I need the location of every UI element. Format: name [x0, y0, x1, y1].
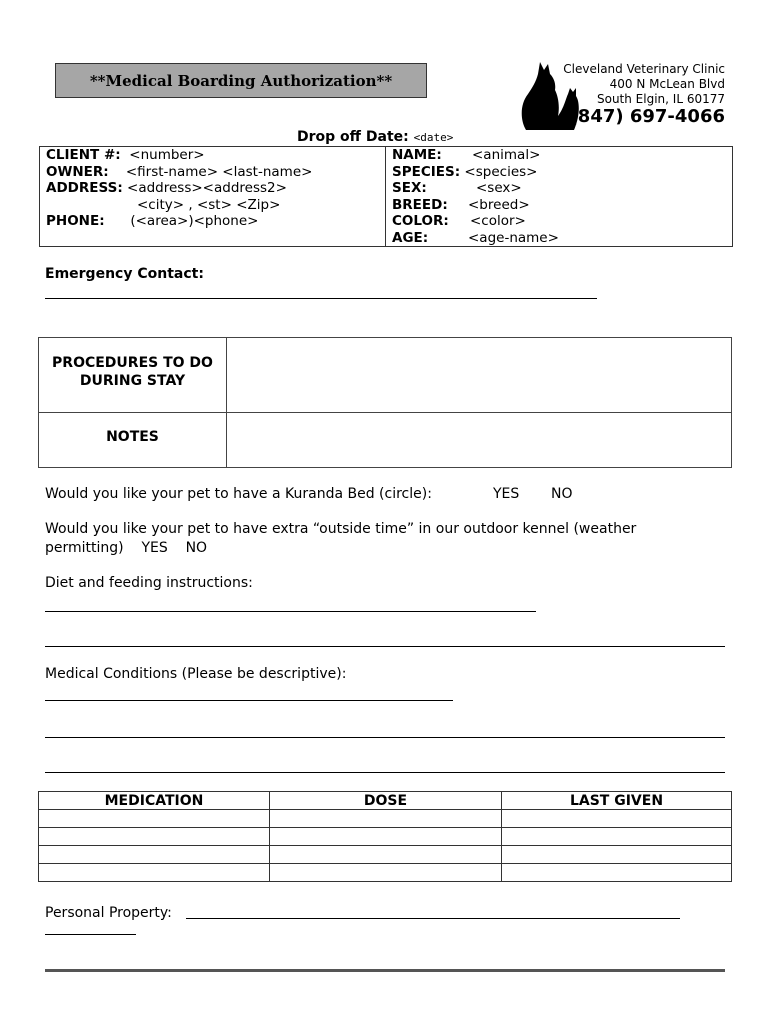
kuranda-question — [45, 485, 573, 504]
table-row — [39, 828, 732, 846]
procedures-label-line2: DURING STAY — [79, 373, 186, 389]
owner-value: <first-name> <last-name> — [125, 163, 313, 180]
drop-off-label: Drop off Date: — [297, 129, 409, 145]
client-number-label: CLIENT #: — [46, 147, 121, 163]
clinic-address: 400 N McLean Blvd — [609, 77, 725, 91]
outside-time-question-line1: Would you like your pet to have extra “outside time” in our outdoor kennel (weather — [45, 521, 637, 537]
color-value: <color> — [470, 213, 526, 229]
medication-table — [38, 791, 732, 882]
medication-cell[interactable] — [39, 828, 270, 846]
personal-property-line-2[interactable] — [45, 934, 136, 935]
owner-row — [46, 164, 312, 181]
emergency-contact-line[interactable] — [45, 298, 597, 299]
table-row — [39, 810, 732, 828]
kuranda-yes-option[interactable]: YES — [493, 486, 520, 502]
diet-line-2[interactable] — [45, 646, 725, 647]
clinic-info — [563, 62, 725, 107]
breed-value: <breed> — [468, 196, 530, 213]
address-value: <address><address2> — [127, 180, 287, 196]
medical-line-3[interactable] — [45, 772, 725, 773]
dose-cell[interactable] — [270, 810, 502, 828]
info-divider — [385, 147, 386, 246]
pet-name-label: NAME: — [392, 147, 442, 163]
phone-row — [46, 213, 258, 230]
clinic-city: South Elgin, IL 60177 — [596, 92, 725, 106]
notes-field[interactable] — [227, 413, 731, 467]
address-row — [46, 180, 287, 197]
clinic-name: Cleveland Veterinary Clinic — [563, 62, 725, 76]
form-title-box — [55, 63, 427, 98]
sex-row — [392, 180, 522, 197]
phone-label: PHONE: — [46, 213, 105, 229]
medical-line-2[interactable] — [45, 737, 725, 738]
medication-cell[interactable] — [39, 864, 270, 882]
breed-label: BREED: — [392, 196, 448, 213]
procedures-notes-box — [38, 337, 732, 468]
client-number-value: <number> — [129, 147, 205, 163]
dose-cell[interactable] — [270, 864, 502, 882]
medical-line-1[interactable] — [45, 700, 453, 701]
kuranda-question-text: Would you like your pet to have a Kuranda Bed (circle): — [45, 486, 432, 502]
species-label: SPECIES: — [392, 163, 461, 180]
species-value: <species> — [464, 163, 538, 180]
procedures-label — [39, 354, 226, 390]
species-row — [392, 164, 537, 181]
footer-rule — [45, 969, 725, 972]
client-number-row — [46, 147, 205, 164]
diet-line-1[interactable] — [45, 611, 536, 612]
personal-property-label: Personal Property: — [45, 905, 172, 921]
phone-value: (<area>)<phone> — [130, 213, 259, 229]
outside-time-question-text: permitting) — [45, 540, 124, 556]
last-given-cell[interactable] — [502, 828, 732, 846]
last-given-header: LAST GIVEN — [502, 792, 732, 810]
pet-name-row — [392, 147, 541, 164]
outside-yes-option[interactable]: YES — [141, 540, 168, 556]
personal-property-line-1[interactable] — [186, 918, 680, 919]
last-given-cell[interactable] — [502, 864, 732, 882]
table-row — [39, 846, 732, 864]
clinic-phone: (847) 697-4066 — [569, 106, 725, 127]
form-title: **Medical Boarding Authorization** — [89, 71, 393, 90]
outside-time-question-line2 — [45, 539, 207, 558]
outside-no-option[interactable]: NO — [185, 540, 208, 556]
client-pet-info-box — [39, 146, 733, 247]
address-label: ADDRESS: — [46, 180, 123, 196]
drop-off-value: <date> — [413, 131, 454, 144]
diet-label: Diet and feeding instructions: — [45, 575, 253, 591]
emergency-contact-label: Emergency Contact: — [45, 266, 204, 282]
sex-value: <sex> — [476, 180, 522, 196]
age-value: <age-name> — [468, 229, 559, 246]
last-given-cell[interactable] — [502, 810, 732, 828]
notes-label: NOTES — [106, 429, 159, 445]
procedures-label-line1: PROCEDURES TO DO — [52, 355, 213, 371]
owner-label: OWNER: — [46, 163, 109, 180]
table-row — [39, 864, 732, 882]
medication-header: MEDICATION — [39, 792, 270, 810]
medication-cell[interactable] — [39, 810, 270, 828]
address-line2: <city> , <st> <Zip> — [137, 196, 281, 213]
color-row — [392, 213, 526, 230]
color-label: COLOR: — [392, 213, 449, 229]
age-row — [392, 229, 559, 247]
drop-off-date — [297, 129, 453, 145]
age-label: AGE: — [392, 229, 429, 246]
kuranda-no-option[interactable]: NO — [551, 486, 573, 502]
dose-header: DOSE — [270, 792, 502, 810]
last-given-cell[interactable] — [502, 846, 732, 864]
medication-table-header — [39, 792, 732, 810]
dose-cell[interactable] — [270, 828, 502, 846]
dose-cell[interactable] — [270, 846, 502, 864]
medical-conditions-label: Medical Conditions (Please be descriptive): — [45, 666, 347, 682]
pet-name-value: <animal> — [472, 147, 541, 163]
medication-cell[interactable] — [39, 846, 270, 864]
breed-row — [392, 196, 530, 214]
procedures-field[interactable] — [227, 338, 731, 412]
sex-label: SEX: — [392, 180, 427, 196]
